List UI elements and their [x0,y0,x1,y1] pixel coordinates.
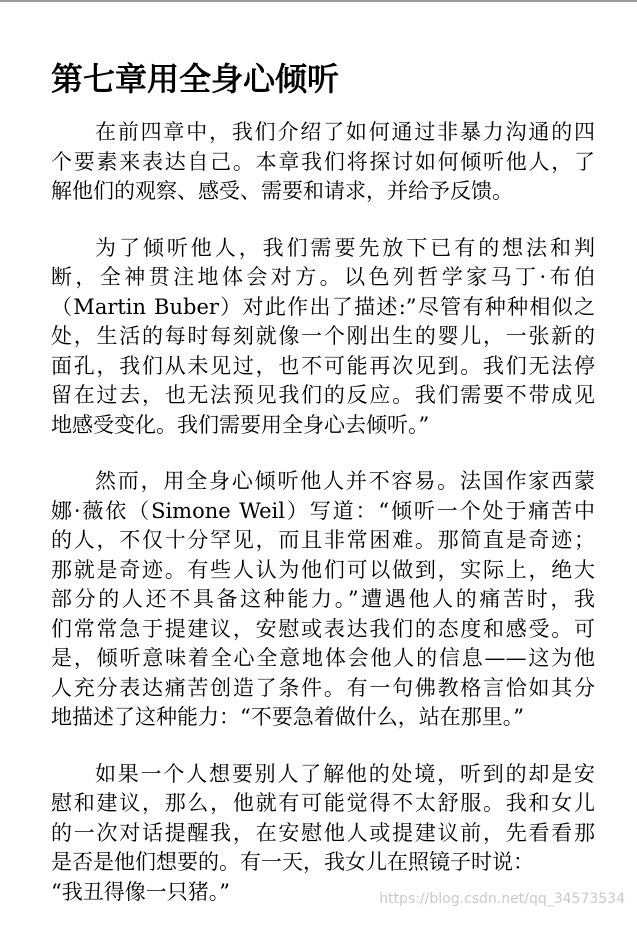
paragraph-line: （Martin Buber）对此作出了描述:”尽管有种种相似之 [51,294,595,319]
paragraph-line: 留在过去，也无法预见我们的反应。我们需要不带成见 [51,383,595,407]
chapter-title: 第七章用全身心倾听 [51,60,340,98]
paragraph-line: 如果一个人想要别人了解他的处境，听到的却是安 [95,761,595,786]
paragraph-line: 为了倾听他人，我们需要先放下已有的想法和判 [95,235,595,260]
paragraph-line: 的人，不仅十分罕见，而且非常困难。那简直是奇迹； [51,528,595,552]
paragraph-3 [51,467,595,733]
paragraph-line: 是，倾听意味着全心全意地体会他人的信息——这为他 [51,646,595,670]
paragraph-line: 面孔，我们从未见过，也不可能再次见到。我们无法停 [51,353,595,378]
paragraph-line: 然而，用全身心倾听他人并不容易。法国作家西蒙 [95,469,595,493]
paragraph-line: 慰和建议，那么，他就有可能觉得不太舒服。我和女儿 [51,791,595,815]
paragraph-line: 地感受变化。我们需要用全身心去倾听。” [51,412,430,437]
paragraph-line: 个要素来表达自己。本章我们将探讨如何倾听他人，了 [51,149,595,174]
paragraph-line: 部分的人还不具备这种能力。”遭遇他人的痛苦时，我 [51,587,595,611]
top-divider [0,0,637,2]
paragraph-line: 人充分表达痛苦创造了条件。有一句佛教格言恰如其分 [51,675,595,700]
watermark-url: https://blog.csdn.net/qq_34573534 [379,891,625,907]
paragraph-line: 解他们的观察、感受、需要和请求，并给予反馈。 [51,179,513,203]
paragraph-line: 那就是奇迹。有些人认为他们可以做到，实际上，绝大 [51,557,595,582]
paragraph-line: 娜·薇依（Simone Weil）写道：“倾听一个处于痛苦中 [51,498,595,523]
paragraph-2 [51,234,595,441]
paragraph-line: 断，全神贯注地体会对方。以色列哲学家马丁·布伯 [51,265,595,289]
paragraph-line: “我丑得像一只猪。” [51,879,230,904]
chapter-body [51,118,595,934]
paragraph-line: 们常常急于提建议，安慰或表达我们的态度和感受。可 [51,616,595,641]
paragraph-line: 的一次对话提醒我，在安慰他人或提建议前，先看看那 [51,820,595,845]
paragraph-line: 处，生活的每时每刻就像一个刚出生的婴儿，一张新的 [51,324,595,348]
paragraph-line: 地描述了这种能力：“不要急着做什么，站在那里。” [51,705,524,729]
paragraph-line: 是否是他们想要的。有一天，我女儿在照镜子时说： [51,850,534,874]
paragraph-1 [51,118,595,207]
paragraph-4 [51,760,595,908]
paragraph-line: 在前四章中，我们介绍了如何通过非暴力沟通的四 [95,120,595,144]
